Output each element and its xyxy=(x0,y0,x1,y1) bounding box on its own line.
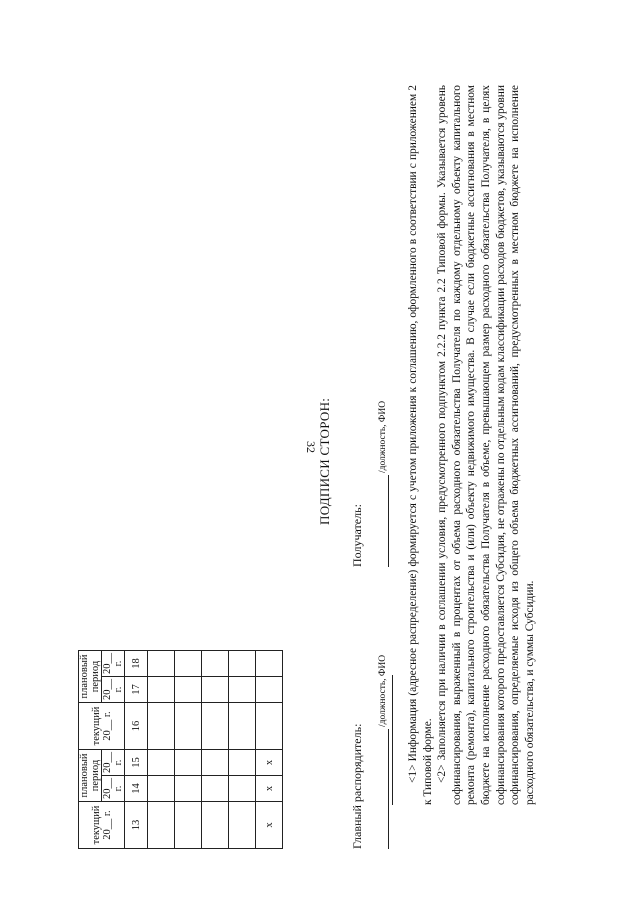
table-cell xyxy=(229,677,256,703)
table-cell xyxy=(202,651,229,677)
table-row xyxy=(256,651,283,849)
table-cell xyxy=(175,677,202,703)
recipient-signature-line xyxy=(388,475,389,567)
chief-position-caption: /должность, ФИО xyxy=(378,654,388,727)
table-cell xyxy=(229,776,256,802)
header-planned-period-2: плановый период xyxy=(79,651,102,703)
table-cell xyxy=(229,651,256,677)
table-row xyxy=(175,651,202,849)
table-cell xyxy=(148,776,175,802)
table-cell xyxy=(202,677,229,703)
header-current-year-1: текущий 20__ г. xyxy=(79,802,125,849)
table-cell xyxy=(202,776,229,802)
header-planned-period-1: плановый период xyxy=(79,750,102,802)
recipient-position-caption: /должность, ФИО xyxy=(378,400,388,473)
header-current-year-2: текущий 20__ г. xyxy=(79,703,125,750)
table-cell xyxy=(256,677,283,703)
chief-administrator-label: Главный распорядитель: xyxy=(350,723,364,849)
header-year-17: 20__ г. xyxy=(102,677,125,703)
table-cell xyxy=(148,750,175,776)
header-year-15: 20__ г. xyxy=(102,750,125,776)
footnote-1: <1> Информация (адресное распределение) формируется с учетом приложения к соглашению, оформленного в соответствии с приложением 2 к Типовой форме. xyxy=(407,85,434,805)
column-number: 14 xyxy=(125,776,148,802)
table-cell xyxy=(202,802,229,849)
signatures-title: ПОДПИСИ СТОРОН: xyxy=(317,397,332,525)
column-number: 18 xyxy=(125,651,148,677)
footnotes xyxy=(392,85,537,805)
table-row xyxy=(148,651,175,849)
table-row xyxy=(202,651,229,849)
table-cell: х xyxy=(256,776,283,802)
chief-signature-line xyxy=(388,729,389,849)
table-cell xyxy=(229,750,256,776)
table-cell xyxy=(256,651,283,677)
table-cell xyxy=(148,703,175,750)
column-number: 16 xyxy=(125,703,148,750)
table-cell xyxy=(256,703,283,750)
table-cell xyxy=(175,703,202,750)
table-cell xyxy=(202,750,229,776)
table-row xyxy=(229,651,256,849)
column-number: 13 xyxy=(125,802,148,849)
table-cell xyxy=(229,703,256,750)
table-cell xyxy=(202,703,229,750)
table-cell xyxy=(148,651,175,677)
table-cell: х xyxy=(256,750,283,776)
financing-table xyxy=(78,650,283,849)
table-cell xyxy=(175,802,202,849)
table-cell xyxy=(175,651,202,677)
page-number: 32 xyxy=(304,441,318,453)
header-year-14: 20__ г. xyxy=(102,776,125,802)
table-cell xyxy=(229,802,256,849)
table-cell xyxy=(175,776,202,802)
column-number: 15 xyxy=(125,750,148,776)
table-cell xyxy=(148,802,175,849)
table-cell xyxy=(148,677,175,703)
column-number: 17 xyxy=(125,677,148,703)
table-cell: х xyxy=(256,802,283,849)
footnote-2: <2> Заполняется при наличии в соглашении условия, предусмотренного подпунктом 2.2.2 пункта 2.2 Типовой формы. Указывается уровень софинансирования, выраженный в процентах от объема расходного обязательства Получателя по каждому отдельному объекту капитального ремонта (ремонта), капитального строительства и (или) объекту недвижимого имущества. В случае если бюджетные ассигнования в местном бюджете на исполнение расходного обязательства Получателя в объеме, превышающем размер расходного обязательства Получателя, в целях софинансирования которого предоставляется Субсидия, не отражены по отдельным кодам классификации расходов бюджетов, указываются уровни софинансирования, определяемые исходя из общего объема бюджетных ассигнований, предусмотренных в местном бюджете на исполнение расходного обязательства, и суммы Субсидии. xyxy=(436,85,536,805)
table-cell xyxy=(175,750,202,776)
column-number-row xyxy=(125,651,148,849)
header-year-18: 20__ г. xyxy=(102,651,125,677)
recipient-label: Получатель: xyxy=(350,504,364,567)
